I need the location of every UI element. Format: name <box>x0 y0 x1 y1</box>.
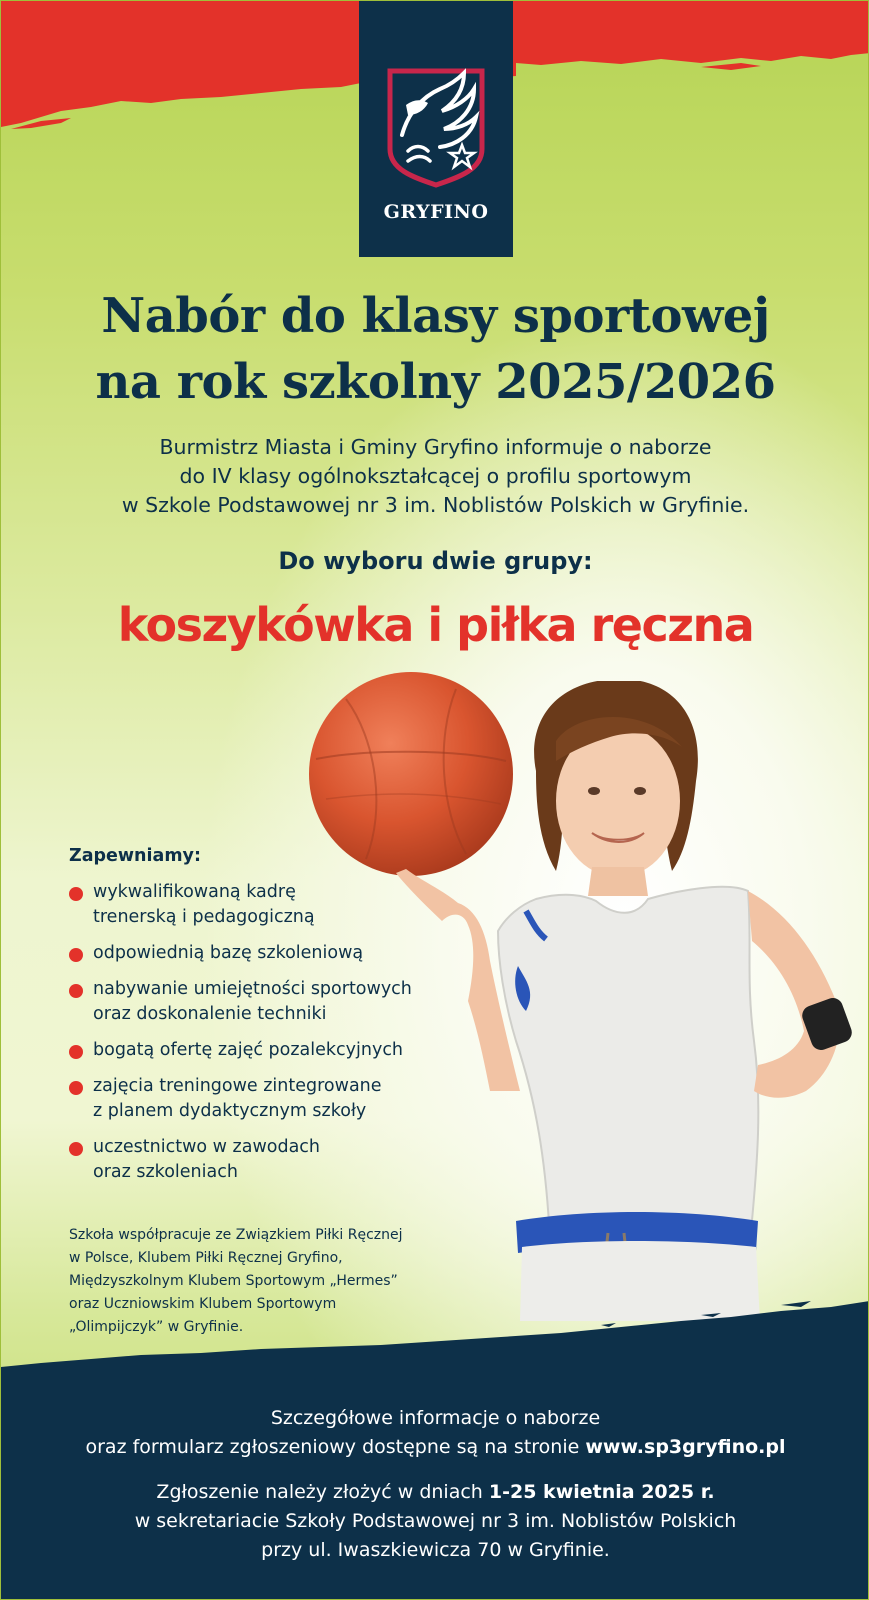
list-item <box>69 1135 449 1185</box>
player-photo <box>386 681 869 1321</box>
list-item-line: wykwalifikowaną kadrę <box>93 882 296 902</box>
list-item <box>69 977 449 1027</box>
list-item-line: oraz szkoleniach <box>93 1162 238 1182</box>
headline-line: Nabór do klasy sportowej <box>101 288 770 344</box>
bullet-dot-icon <box>69 1081 83 1095</box>
bullet-dot-icon <box>69 1045 83 1059</box>
deadline-dates: 1-25 kwietnia 2025 r. <box>488 1481 715 1503</box>
logo-block <box>359 1 513 257</box>
info-line: Szczegółowe informacje o naborze <box>270 1407 601 1429</box>
list-item <box>69 1038 449 1063</box>
list-item-line: oraz doskonalenie techniki <box>93 1004 327 1024</box>
headline-line: na rok szkolny 2025/2026 <box>95 354 776 410</box>
bullet-dot-icon <box>69 1142 83 1156</box>
benefits-list <box>69 880 449 1185</box>
info-paragraph <box>1 1404 869 1462</box>
bullet-dot-icon <box>69 887 83 901</box>
benefits-section <box>69 846 449 1196</box>
info-line: oraz formularz zgłoszeniowy dostępne są na stronie <box>85 1436 586 1458</box>
benefits-title: Zapewniamy: <box>69 846 201 866</box>
intro-text <box>1 433 869 520</box>
list-item-line: nabywanie umiejętności sportowych <box>93 979 412 999</box>
website-link[interactable]: www.sp3gryfino.pl <box>585 1436 786 1458</box>
partners-line: oraz Uczniowskim Klubem Sportowym <box>69 1296 337 1312</box>
partners-line: Szkoła współpracuje ze Związkiem Piłki Ręcznej <box>69 1227 403 1243</box>
list-item <box>69 1074 449 1124</box>
logo-brand: GRYFINO <box>383 201 489 223</box>
list-item-line: trenerską i pedagogiczną <box>93 907 315 927</box>
footer-info <box>1 1404 869 1565</box>
deadline-prefix: Zgłoszenie należy złożyć w dniach <box>156 1481 489 1503</box>
list-item-line: odpowiednią bazę szkoleniową <box>93 943 364 963</box>
bullet-dot-icon <box>69 948 83 962</box>
list-item-line: uczestnictwo w zawodach <box>93 1137 321 1157</box>
sports-title: koszykówka i piłka ręczna <box>117 598 754 652</box>
list-item-line: bogatą ofertę zajęć pozalekcyjnych <box>93 1040 404 1060</box>
list-item <box>69 941 449 966</box>
griffin-crest-icon <box>384 65 488 189</box>
page-title <box>1 283 869 415</box>
deadline-paragraph <box>1 1478 869 1565</box>
groups-label: Do wyboru dwie grupy: <box>278 547 593 575</box>
list-item-line: zajęcia treningowe zintegrowane <box>93 1076 382 1096</box>
list-item <box>69 880 449 930</box>
partners-line: „Olimpijczyk” w Gryfinie. <box>69 1319 244 1335</box>
bullet-dot-icon <box>69 984 83 998</box>
partners-line: w Polsce, Klubem Piłki Ręcznej Gryfino, <box>69 1250 343 1266</box>
intro-line: w Szkole Podstawowej nr 3 im. Noblistów Polskich w Gryfinie. <box>121 493 750 517</box>
place-line: w sekretariacie Szkoły Podstawowej nr 3 im. Noblistów Polskich <box>134 1510 737 1532</box>
place-line: przy ul. Iwaszkiewicza 70 w Gryfinie. <box>261 1539 610 1561</box>
partners-line: Międzyszkolnym Klubem Sportowym „Hermes” <box>69 1273 398 1289</box>
intro-line: do IV klasy ogólnokształcącej o profilu sportowym <box>179 464 692 488</box>
star-icon <box>450 145 474 167</box>
list-item-line: z planem dydaktycznym szkoły <box>93 1101 367 1121</box>
intro-line: Burmistrz Miasta i Gminy Gryfino informuje o naborze <box>159 435 712 459</box>
